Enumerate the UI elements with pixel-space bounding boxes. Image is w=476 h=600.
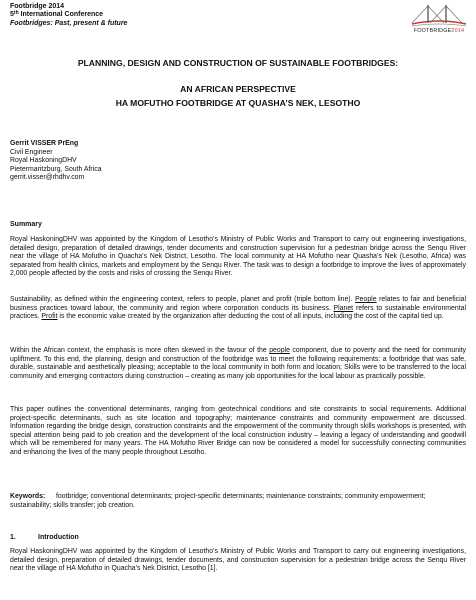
author-role: Civil Engineer (10, 148, 53, 156)
paper-subtitle-2: HA MOFUTHO FOOTBRIDGE AT QUASHA’S NEK, LESOTHO (115, 98, 361, 108)
footbridge-logo (410, 3, 468, 37)
keywords-label: Keywords: (10, 493, 46, 500)
header-line-1: Footbridge 2014 (10, 3, 65, 10)
keywords-text: footbridge; conventional determinants; project-specific determinants; maintenance constraints; community empowerment; sustainability; skills transfer; job creation. (10, 493, 426, 509)
author-city: Pietermaritzburg, South Africa (10, 165, 102, 173)
author-name: Gerrit VISSER PrEng (10, 140, 79, 147)
introduction-paragraph-1: Royal HaskoningDHV was appointed by the Kingdom of Lesotho’s Ministry of Public Works and Transport to carry out engineering investigations, detailed design, preparation of detailed drawings, tender documents, and construction supervision for a pedestrian bridge across the Senqu River near the village of HA Mofutho in Quacha’s Nek District, Lesotho [1]. (10, 548, 466, 573)
summary-paragraph-3: Within the African context, the emphasis is more often skewed in the favour of the people component, due to poverty and the need for community upliftment. To this end, the planning, design and construction of the footbridge was to meet the following requirements: a footbridge that was safe, durable, sustainable and aesthetically pleasing; acceptable to the local community in both form and location; Skills were to be transferred to the local community and emerging contractors during construction – creating as many job opportunities for the local labour as practically possible. (10, 347, 466, 380)
summary-paragraph-1: Royal HaskoningDHV was appointed by the Kingdom of Lesotho’s Ministry of Public Works and Transport to carry out engineering investigations, detailed design, preparation of detailed drawings, tender documents and construction supervision for a pedestrian bridge across the Senqu River near the village of HA Mofutho in Quacha’s Nek District, Lesotho. The local community at HA Mofutho near Quasha’s Nek (Lesotho, Africa) was separated from health clinics, markets and employment by the Senqu River. The task was to design a footbridge to improve the lives of approximately 2,000 people affected by the costs and risks of crossing the Senqu River. (10, 236, 466, 278)
paper-title: PLANNING, DESIGN AND CONSTRUCTION OF SUSTAINABLE FOOTBRIDGES: (77, 58, 399, 68)
paper-subtitle-1: AN AFRICAN PERSPECTIVE (180, 84, 296, 94)
keywords-block (10, 493, 466, 510)
conference-header (10, 3, 127, 28)
header-line-2: 5th International Conference (10, 10, 104, 19)
summary-paragraph-4: This paper outlines the conventional determinants, ranging from geotechnical conditions and site constraints to social requirements. Additional project-specific determinants, such as site location and topography; maintenance constraints and community empowerment are discussed. Information regarding the bridge design, construction constraints and the empowerment of the community through skills workshops is presented, with special attention being paid to job creation and the development of the local construction industry – leaving a legacy of understanding and goodwill which will be remembered for many years. The HA Mofutho River Bridge can now be considered a model for successfully connecting communities and enhancing the lives of the many people throughout Lesotho. (10, 406, 466, 456)
bridge-logo-icon (410, 3, 468, 29)
summary-paragraph-2: Sustainability, as defined within the engineering context, refers to people, planet and profit (triple bottom line). People relates to fair and beneficial business practices toward labour, the community and region where corporation conducts its business. Planet refers to sustainable environmental practices. Profit is the economic value created by the organization after deducting the cost of all inputs, including the cost of the capital tied up. (10, 296, 466, 321)
author-email: gerrit.visser@rhdhv.com (10, 174, 85, 182)
logo-text: FOOTBRIDGE2014 (413, 28, 465, 34)
introduction-heading: 1. Introduction (10, 534, 79, 541)
header-line-3: Footbridges: Past, present & future (10, 19, 128, 27)
author-org: Royal HaskoningDHV (10, 157, 77, 165)
summary-heading: Summary (10, 221, 42, 228)
author-block (10, 140, 102, 183)
